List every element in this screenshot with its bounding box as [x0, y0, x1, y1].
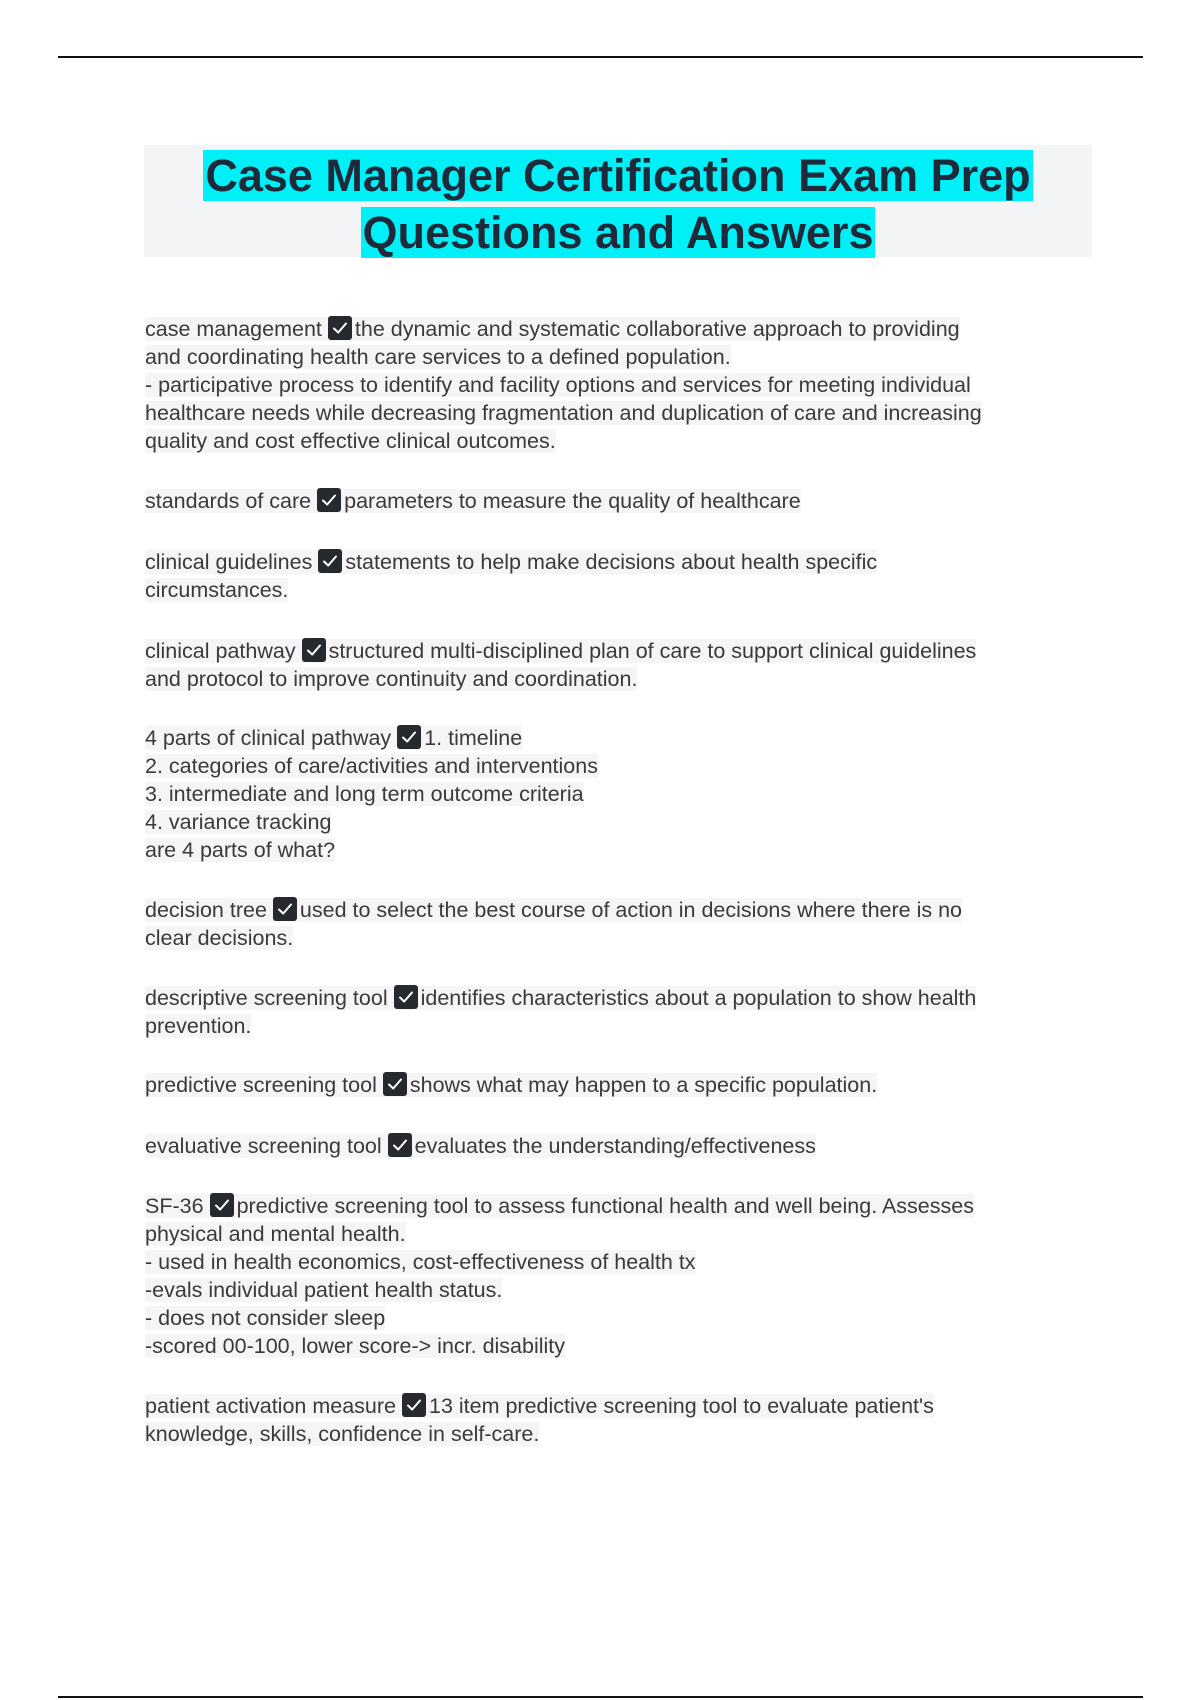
qa-entry-clinical-pathway	[145, 637, 1095, 693]
qa-term: evaluative screening tool	[145, 1134, 382, 1158]
check-box-icon	[317, 488, 341, 512]
qa-line	[145, 637, 1095, 665]
qa-entry-sf-36	[145, 1192, 1095, 1360]
title-line-2: Questions and Answers	[362, 207, 874, 258]
check-box-icon	[388, 1133, 412, 1157]
qa-line	[145, 399, 1095, 427]
check-box-icon	[397, 725, 421, 749]
title-block	[144, 145, 1092, 257]
qa-answer-line: circumstances.	[145, 578, 289, 602]
qa-line	[145, 343, 1095, 371]
qa-answer-line: prevention.	[145, 1014, 252, 1038]
qa-term: patient activation measure	[145, 1394, 396, 1418]
qa-line	[145, 548, 1095, 576]
qa-line	[145, 1332, 1095, 1360]
qa-term: decision tree	[145, 898, 267, 922]
qa-entry-patient-activation-measure	[145, 1392, 1095, 1448]
qa-answer-line: and coordinating health care services to a defined population.	[145, 345, 731, 369]
qa-line	[145, 1071, 1095, 1099]
qa-term: 4 parts of clinical pathway	[145, 726, 392, 750]
qa-answer-line: predictive screening tool to assess functional health and well being. Assesses	[236, 1194, 974, 1218]
qa-term: clinical pathway	[145, 639, 296, 663]
qa-answer-line: 13 item predictive screening tool to evaluate patient's	[428, 1394, 934, 1418]
qa-answer-line: structured multi-disciplined plan of care to support clinical guidelines	[328, 639, 977, 663]
qa-term: descriptive screening tool	[145, 986, 388, 1010]
qa-term: standards of care	[145, 489, 312, 513]
qa-entry-4-parts-of-clinical-pathway	[145, 724, 1095, 864]
qa-line	[145, 576, 1095, 604]
qa-answer-line: quality and cost effective clinical outcomes.	[145, 429, 556, 453]
qa-entry-descriptive-screening-tool	[145, 984, 1095, 1040]
check-box-icon	[302, 638, 326, 662]
qa-entry-predictive-screening-tool	[145, 1071, 1095, 1099]
check-box-icon	[383, 1072, 407, 1096]
qa-line	[145, 487, 1095, 515]
qa-term: predictive screening tool	[145, 1073, 377, 1097]
qa-answer-line: the dynamic and systematic collaborative approach to providing	[354, 317, 960, 341]
check-box-icon	[402, 1393, 426, 1417]
qa-answer-line: clear decisions.	[145, 926, 294, 950]
page-title	[144, 145, 1092, 261]
check-box-icon	[273, 897, 297, 921]
qa-answer-line: - used in health economics, cost-effectiveness of health tx	[145, 1250, 696, 1274]
qa-answer-line: healthcare needs while decreasing fragmentation and duplication of care and increasing	[145, 401, 982, 425]
qa-line	[145, 808, 1095, 836]
qa-line	[145, 1276, 1095, 1304]
qa-entry-decision-tree	[145, 896, 1095, 952]
qa-line	[145, 1220, 1095, 1248]
qa-answer-line: evaluates the understanding/effectiveness	[414, 1134, 816, 1158]
qa-entry-standards-of-care	[145, 487, 1095, 515]
qa-answer-line: and protocol to improve continuity and coordination.	[145, 667, 638, 691]
qa-line	[145, 315, 1095, 343]
qa-entry-evaluative-screening-tool	[145, 1132, 1095, 1160]
qa-line	[145, 1192, 1095, 1220]
qa-line	[145, 371, 1095, 399]
qa-line	[145, 427, 1095, 455]
qa-answer-line: 4. variance tracking	[145, 810, 332, 834]
qa-term: SF-36	[145, 1194, 204, 1218]
qa-answer-line: are 4 parts of what?	[145, 838, 336, 862]
check-box-icon	[210, 1193, 234, 1217]
qa-answer-line: shows what may happen to a specific population.	[409, 1073, 878, 1097]
qa-line	[145, 665, 1095, 693]
qa-line	[145, 752, 1095, 780]
qa-line	[145, 1248, 1095, 1276]
qa-answer-line: identifies characteristics about a population to show health	[420, 986, 977, 1010]
qa-answer-line: statements to help make decisions about health specific	[345, 550, 878, 574]
qa-line	[145, 1392, 1095, 1420]
top-rule	[58, 56, 1143, 58]
check-box-icon	[328, 316, 352, 340]
title-line-1: Case Manager Certification Exam Prep	[205, 150, 1031, 201]
bottom-rule	[58, 1696, 1143, 1698]
qa-answer-line: knowledge, skills, confidence in self-care.	[145, 1422, 540, 1446]
qa-answer-line: - does not consider sleep	[145, 1306, 386, 1330]
qa-line	[145, 984, 1095, 1012]
qa-answer-line: physical and mental health.	[145, 1222, 406, 1246]
qa-answer-line: used to select the best course of action in decisions where there is no	[299, 898, 963, 922]
qa-answer-line: 3. intermediate and long term outcome criteria	[145, 782, 584, 806]
qa-answer-line: 2. categories of care/activities and interventions	[145, 754, 598, 778]
qa-answer-line: -scored 00-100, lower score-> incr. disability	[145, 1334, 566, 1358]
qa-line	[145, 896, 1095, 924]
qa-line	[145, 1012, 1095, 1040]
qa-line	[145, 1304, 1095, 1332]
qa-entry-case-management	[145, 315, 1095, 455]
qa-term: clinical guidelines	[145, 550, 313, 574]
qa-line	[145, 836, 1095, 864]
qa-entry-clinical-guidelines	[145, 548, 1095, 604]
qa-answer-line: parameters to measure the quality of healthcare	[344, 489, 801, 513]
qa-answer-line: 1. timeline	[424, 726, 523, 750]
qa-line	[145, 724, 1095, 752]
check-box-icon	[394, 985, 418, 1009]
qa-answer-line: -evals individual patient health status.	[145, 1278, 503, 1302]
qa-answer-line: - participative process to identify and facility options and services for meeting individual	[145, 373, 971, 397]
qa-line	[145, 1132, 1095, 1160]
qa-line	[145, 1420, 1095, 1448]
qa-line	[145, 780, 1095, 808]
qa-term: case management	[145, 317, 322, 341]
check-box-icon	[318, 549, 342, 573]
qa-line	[145, 924, 1095, 952]
